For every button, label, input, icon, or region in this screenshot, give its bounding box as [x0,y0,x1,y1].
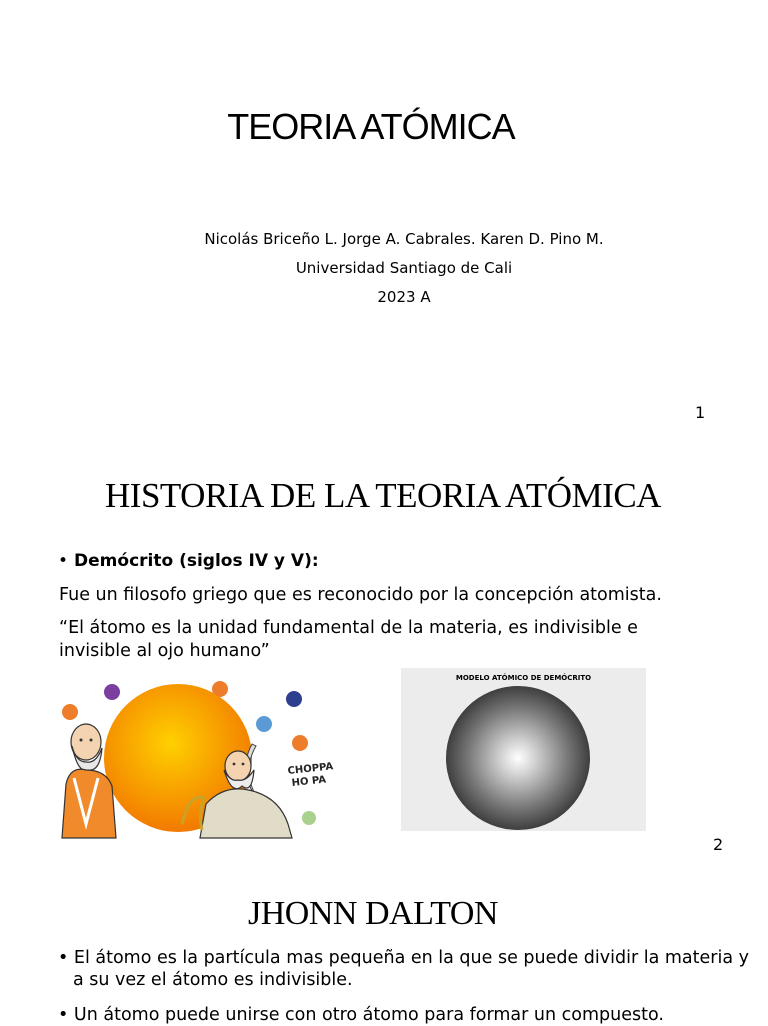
dalton-bullet-1 [58,947,763,991]
dalton-bullet-2 [58,1004,763,1026]
slide-1-university: Universidad Santiago de Cali [295,259,513,277]
solid-sphere-atom [446,686,590,830]
atom-dot-blue [256,716,272,732]
atom-dot-orange-right [292,735,308,751]
dalton-bullet-1-text: El átomo es la partícula mas pequeña en la que se puede dividir la materia y a su vez el átomo es indivisible. [73,948,749,990]
democrito-heading [58,551,319,571]
democrito-description: Fue un filosofo griego que es reconocido por la concepción atomista. [59,585,662,605]
slide-2-title: HISTORIA DE LA TEORIA ATÓMICA [105,476,661,515]
atom-dot-navy [286,691,302,707]
dalton-bullet-2-text: Un átomo puede unirse con otro átomo para formar un compuesto. [73,1005,664,1025]
democritus-atom-model-figure [401,668,646,831]
atom-model-label: MODELO ATÓMICO DE DEMÓCRITO [455,674,592,682]
democritus-cartoon-illustration [56,674,336,846]
atom-dot-green [302,811,316,825]
page-number-2: 2 [713,835,724,854]
atom-dot-purple [104,684,120,700]
atom-dot-orange-left [62,704,78,720]
cartoon-speech-line-1: CHOPPA [287,761,334,777]
bullet-marker: • [58,1005,74,1025]
slide-3-title: JHONN DALTON [248,895,498,932]
slide-1-title: TEORIA ATÓMICA [227,106,515,147]
cartoon-speech-line-2: HO PA [291,774,327,789]
slide-1-year: 2023 A [377,288,431,306]
bullet-marker: • [58,551,69,571]
democrito-heading-text: Demócrito (siglos IV y V): [74,551,319,571]
slide-1-authors: Nicolás Briceño L. Jorge A. Cabrales. Karen D. Pino M. [204,230,604,248]
democrito-quote: “El átomo es la unidad fundamental de la materia, es indivisible e invisible al ojo humano” [59,618,638,661]
bullet-marker: • [58,948,74,968]
page-number-1: 1 [695,403,706,422]
